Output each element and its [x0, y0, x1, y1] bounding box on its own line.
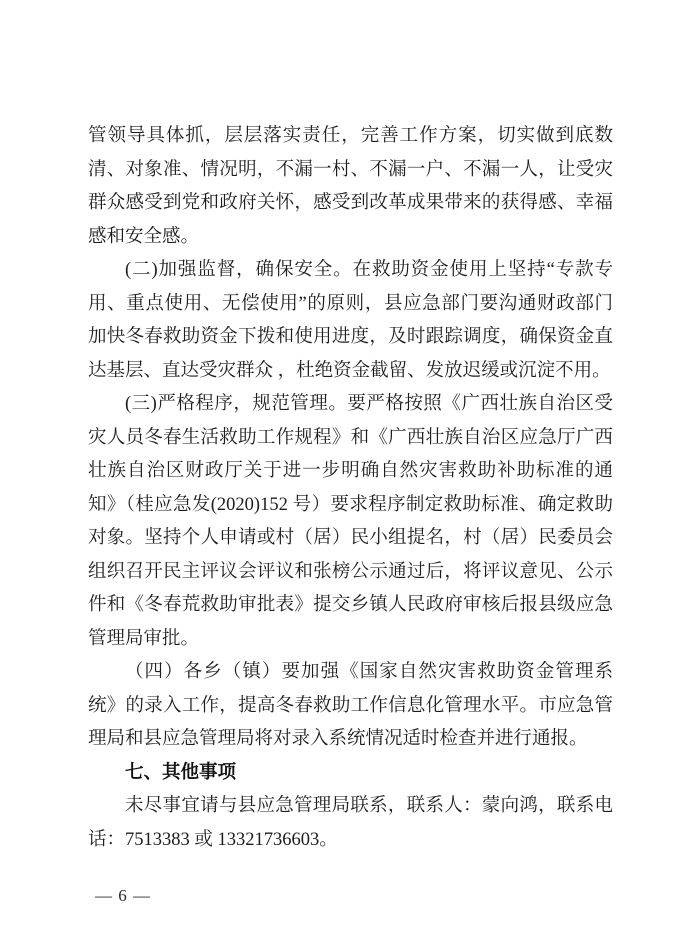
body-paragraph: (三)严格程序，规范管理。要严格按照《广西壮族自治区受灾人员冬春生活救助工作规程》和《广西壮族自治区应急厅广西壮族自治区财政厅关于进一步明确自然灾害救助补助标准的通知》（桂应急发(2020)152 号）要求程序制定救助标准、确定救助对象。坚持个人申请或村（居）民小组提名，村（居）民委员会组织召开民主评议会评议和张榜公示通过后，将评议意见、公示件和《冬春荒救助审批表》提交乡镇人民政府审核后报县级应急管理局审批。 — [88, 394, 613, 649]
section-heading: 七、其他事项 — [125, 762, 237, 783]
page-number: — 6 — — [95, 886, 151, 905]
body-paragraph: 管领导具体抓，层层落实责任，完善工作方案，切实做到底数清、对象准、情况明，不漏一村、不漏一户、不漏一人，让受灾群众感受到党和政府关怀，感受到改革成果带来的获得感、幸福感和安全感。 — [88, 126, 613, 247]
document-body — [88, 120, 613, 857]
paragraph-container — [88, 120, 613, 757]
body-paragraph: （四）各乡（镇）要加强《国家自然灾害救助资金管理系统》的录入工作，提高冬春救助工作信息化管理水平。市应急管理局和县应急管理局将对录入系统情况适时检查并进行通报。 — [88, 662, 613, 749]
body-paragraph: (二)加强监督，确保安全。在救助资金使用上坚持“专款专用、重点使用、无偿使用”的原则，县应急部门要沟通财政部门加快冬春救助资金下拨和使用进度，及时跟踪调度，确保资金直达基层、直达受灾群众 ，杜绝资金截留、发放迟缓或沉淀不用。 — [88, 260, 613, 381]
closing-paragraph: 未尽事宜请与县应急管理局联系，联系人：蒙向鸿，联系电话：7513383 或 13321736603。 — [88, 796, 613, 850]
